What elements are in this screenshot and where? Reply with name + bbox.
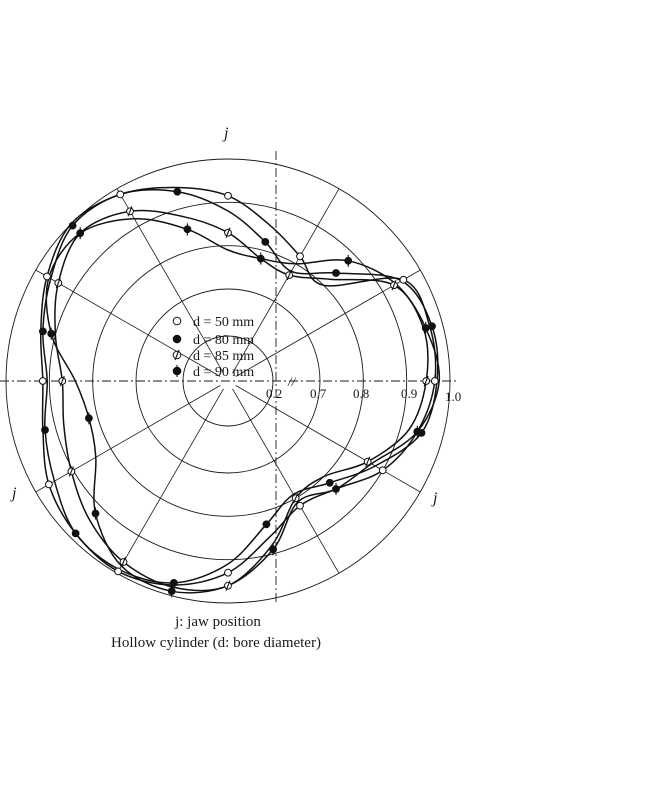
caption-jaw-position: j: jaw position — [175, 614, 261, 630]
marker-open-circle — [225, 192, 232, 199]
marker-circle — [429, 323, 436, 330]
marker-circle — [400, 276, 407, 283]
marker-circle — [72, 530, 79, 537]
marker-dot-circle — [333, 483, 340, 495]
marker-open-circle — [225, 569, 232, 576]
marker-filled-circle — [326, 479, 333, 486]
marker-dot-circle — [92, 508, 99, 520]
marker-open-circle — [39, 378, 46, 385]
marker-circle — [297, 502, 304, 509]
radial-tick-0-8: 0.8 — [353, 386, 370, 401]
radial-tick-0-7: 0.7 — [310, 386, 327, 401]
axis-break-mark: // — [288, 374, 296, 389]
marker-circle — [333, 270, 340, 277]
marker-open-circle — [297, 502, 304, 509]
jaw-label-top: j — [224, 125, 229, 142]
marker-circle — [263, 521, 270, 528]
marker-half-circle — [391, 280, 398, 290]
marker-circle — [42, 427, 49, 434]
marker-dot-circle — [184, 223, 191, 235]
marker-filled-circle — [263, 521, 270, 528]
curve-filled-circle — [43, 190, 438, 583]
marker-filled-circle — [72, 530, 79, 537]
marker-filled-circle — [429, 323, 436, 330]
marker-dot-circle — [86, 412, 93, 424]
curve-half-circle — [55, 210, 428, 590]
marker-circle — [379, 467, 386, 474]
marker-open-circle — [46, 481, 53, 488]
marker-open-circle — [400, 276, 407, 283]
marker-open-circle — [379, 467, 386, 474]
marker-circle — [326, 479, 333, 486]
legend-marker-dot-circle — [173, 365, 181, 377]
marker-half-circle — [423, 376, 430, 386]
radial-spoke — [117, 389, 224, 574]
marker-dot-circle — [345, 255, 352, 267]
caption-hollow-cylinder: Hollow cylinder (d: bore diameter) — [111, 635, 321, 651]
legend-marker-filled-circle — [173, 335, 181, 343]
series-curves — [41, 187, 440, 592]
marker-circle — [46, 481, 53, 488]
radial-tick-0-2: 0.2 — [266, 386, 283, 401]
marker-half-circle — [68, 466, 75, 476]
marker-half-circle — [55, 278, 62, 288]
marker-circle — [225, 569, 232, 576]
marker-circle — [262, 239, 269, 246]
radial-tick-0-9: 0.9 — [401, 386, 418, 401]
marker-dot-circle — [48, 328, 55, 340]
marker-circle — [40, 328, 47, 335]
marker-circle — [225, 192, 232, 199]
marker-filled-circle — [69, 222, 76, 229]
marker-open-circle — [117, 191, 124, 198]
marker-circle — [431, 378, 438, 385]
marker-open-circle — [44, 273, 51, 280]
marker-half-circle — [225, 581, 232, 591]
marker-filled-circle — [42, 427, 49, 434]
radial-tick-1-0: 1.0 — [445, 389, 462, 404]
marker-open-circle — [431, 378, 438, 385]
legend-marker-half-circle — [173, 350, 181, 360]
marker-circle — [117, 191, 124, 198]
legend-label-80mm: d = 80 mm — [193, 333, 255, 348]
marker-filled-circle — [333, 270, 340, 277]
curve-open-circle — [41, 187, 436, 585]
marker-circle — [297, 253, 304, 260]
legend-label-50mm: d = 50 mm — [193, 315, 255, 330]
marker-circle — [115, 568, 122, 575]
marker-circle — [44, 273, 51, 280]
legend-label-85mm: d = 85 mm — [193, 349, 255, 364]
legend-label-90mm: d = 90 mm — [193, 365, 255, 380]
marker-open-circle — [115, 568, 122, 575]
marker-filled-circle — [262, 239, 269, 246]
marker-half-circle — [225, 228, 232, 238]
marker-filled-circle — [174, 188, 181, 195]
marker-circle — [174, 188, 181, 195]
jaw-label-lower-right: j — [433, 490, 438, 507]
marker-circle — [39, 378, 46, 385]
radial-spoke — [236, 386, 420, 493]
marker-half-circle — [59, 376, 66, 386]
jaw-label-lower-left: j — [12, 485, 17, 502]
legend-marker-open-circle — [173, 317, 181, 325]
legend — [173, 315, 254, 380]
marker-open-circle — [297, 253, 304, 260]
marker-circle — [69, 222, 76, 229]
marker-dot-circle — [77, 227, 84, 239]
marker-dot-circle — [257, 253, 264, 265]
marker-filled-circle — [40, 328, 47, 335]
